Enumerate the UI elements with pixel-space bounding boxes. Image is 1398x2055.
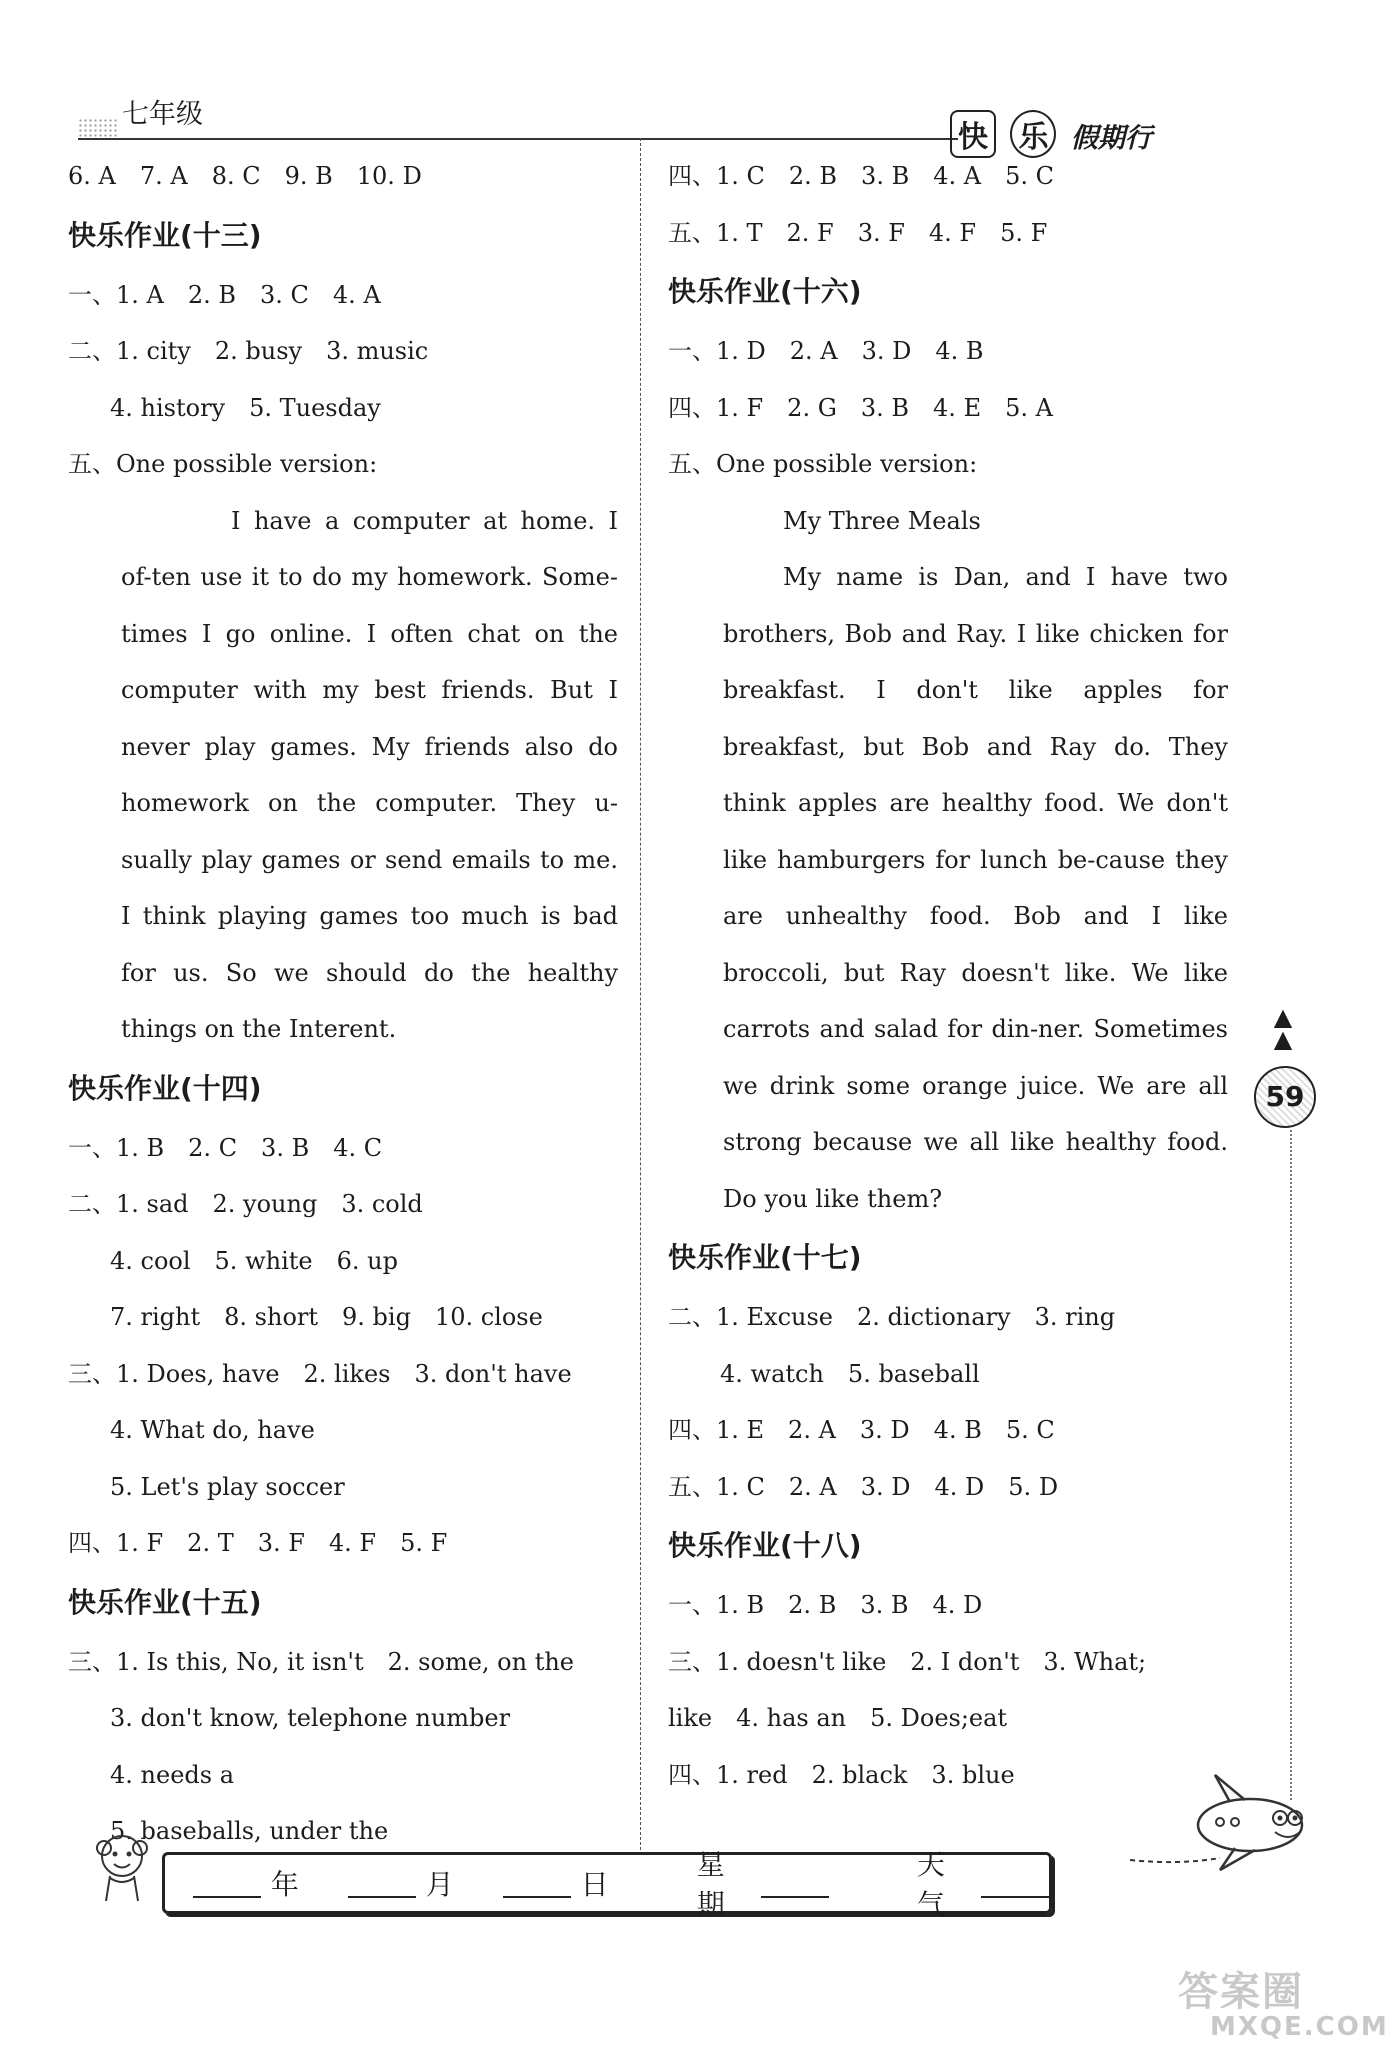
answer-line: 五、One possible version:: [668, 450, 978, 478]
airplane-mascot-icon: [1120, 1770, 1320, 1884]
side-dotted-line: [1290, 1130, 1292, 1800]
weekday-blank: [761, 1868, 829, 1898]
column-divider: [640, 138, 641, 1850]
essay-title: My Three Meals: [783, 506, 981, 535]
year-label: 年: [270, 1868, 299, 1901]
answer-line: 4. watch 5. baseball: [720, 1359, 980, 1388]
header-dot-pattern: [78, 118, 118, 140]
section-heading: 快乐作业(十七): [668, 1241, 862, 1274]
brand-char-1: 快: [950, 110, 996, 158]
year-blank: [193, 1868, 261, 1898]
answer-line: 4. needs a: [110, 1760, 235, 1789]
answer-column-left: [68, 148, 618, 1860]
answer-line: 三、1. Is this, No, it isn't 2. some, on the: [68, 1647, 575, 1676]
watermark-logo: 答案圈: [1178, 1969, 1304, 2015]
month-label: 月: [425, 1868, 454, 1901]
answer-line: 二、1. Excuse 2. dictionary 3. ring: [668, 1303, 1116, 1331]
answer-line: 四、1. F 2. G 3. B 4. E 5. A: [668, 393, 1053, 422]
section-heading: 快乐作业(十四): [68, 1071, 262, 1105]
section-heading: 快乐作业(十八): [668, 1529, 862, 1562]
answer-line: 三、1. Does, have 2. likes 3. don't have: [68, 1359, 572, 1388]
day-label: 日: [580, 1868, 609, 1901]
answer-line: 二、1. city 2. busy 3. music: [68, 337, 429, 365]
answer-line: 6. A 7. A 8. C 9. B 10. D: [68, 162, 422, 190]
answer-line: 4. history 5. Tuesday: [110, 393, 381, 422]
answer-line: 四、1. E 2. A 3. D 4. B 5. C: [668, 1416, 1055, 1444]
watermark-url: MXQE.COM: [1210, 2012, 1389, 2042]
answer-line: 五、1. T 2. F 3. F 4. F 5. F: [668, 218, 1048, 247]
answer-line: 一、1. B 2. C 3. B 4. C: [68, 1133, 383, 1162]
section-heading: 快乐作业(十三): [68, 218, 262, 252]
answer-line: 7. right 8. short 9. big 10. close: [110, 1303, 543, 1331]
brand-char-2: 乐: [1010, 110, 1056, 158]
sample-essay: My name is Dan, and I have two brothers, Bob and Ray. I like chicken for breakfast. I don't like apples for breakfast, but Bob and Ray do. They think apples are healthy food. We don't like hamburgers for lunch be-cause they are unhealthy food. Bob and I like broccoli, but Ray doesn't like. We like carrots and salad for din-ner. Sometimes we drink some orange juice. We are all strong because we all like healthy food. Do you like them?: [723, 563, 1228, 1213]
answer-line: like 4. has an 5. Does;eat: [668, 1704, 1008, 1732]
answer-line: 5. Let's play soccer: [110, 1472, 345, 1501]
page-number: 59: [1254, 1066, 1316, 1128]
answer-line: 一、1. D 2. A 3. D 4. B: [668, 337, 984, 365]
answer-line: 5. baseballs, under the: [110, 1817, 389, 1845]
answer-line: 三、1. doesn't like 2. I don't 3. What;: [668, 1647, 1147, 1676]
answer-line: 4. cool 5. white 6. up: [110, 1246, 398, 1275]
chevron-up-icon: ▲ ▲: [1273, 1003, 1293, 1053]
weather-blank: [981, 1868, 1049, 1898]
header-rule: [78, 138, 958, 140]
weekday-label: 星期: [696, 1848, 725, 1921]
answer-line: 4. What do, have: [110, 1416, 315, 1444]
monkey-mascot-icon: [82, 1826, 162, 1910]
brand-char-3: 假期行: [1070, 123, 1152, 154]
date-weather-bar: [162, 1848, 1052, 1921]
answer-line: 五、One possible version:: [68, 450, 378, 478]
answer-line: 二、1. sad 2. young 3. cold: [68, 1190, 423, 1218]
answer-line: 一、1. A 2. B 3. C 4. A: [68, 280, 381, 309]
section-heading: 快乐作业(十六): [668, 275, 862, 308]
answer-line: 四、1. red 2. black 3. blue: [668, 1760, 1015, 1789]
month-blank: [348, 1868, 416, 1898]
grade-label: 七年级: [122, 99, 203, 130]
answer-line: 3. don't know, telephone number: [110, 1704, 511, 1732]
day-blank: [503, 1868, 571, 1898]
answer-line: 四、1. F 2. T 3. F 4. F 5. F: [68, 1529, 448, 1557]
answer-line: 四、1. C 2. B 3. B 4. A 5. C: [668, 162, 1054, 190]
section-heading: 快乐作业(十五): [68, 1585, 262, 1619]
answer-line: 一、1. B 2. B 3. B 4. D: [668, 1591, 983, 1619]
weather-label: 天气: [916, 1848, 945, 1921]
sample-essay: I have a computer at home. I of-ten use it to do my homework. Some-times I go online. I often chat on the computer with my best friends. But I never play games. My friends also do homework on the computer. They u-sually play games or send emails to me. I think playing games too much is bad for us. So we should do the healthy things on the Interent.: [121, 506, 618, 1043]
answer-column-right: [668, 148, 1228, 1803]
answer-line: 五、1. C 2. A 3. D 4. D 5. D: [668, 1472, 1059, 1501]
